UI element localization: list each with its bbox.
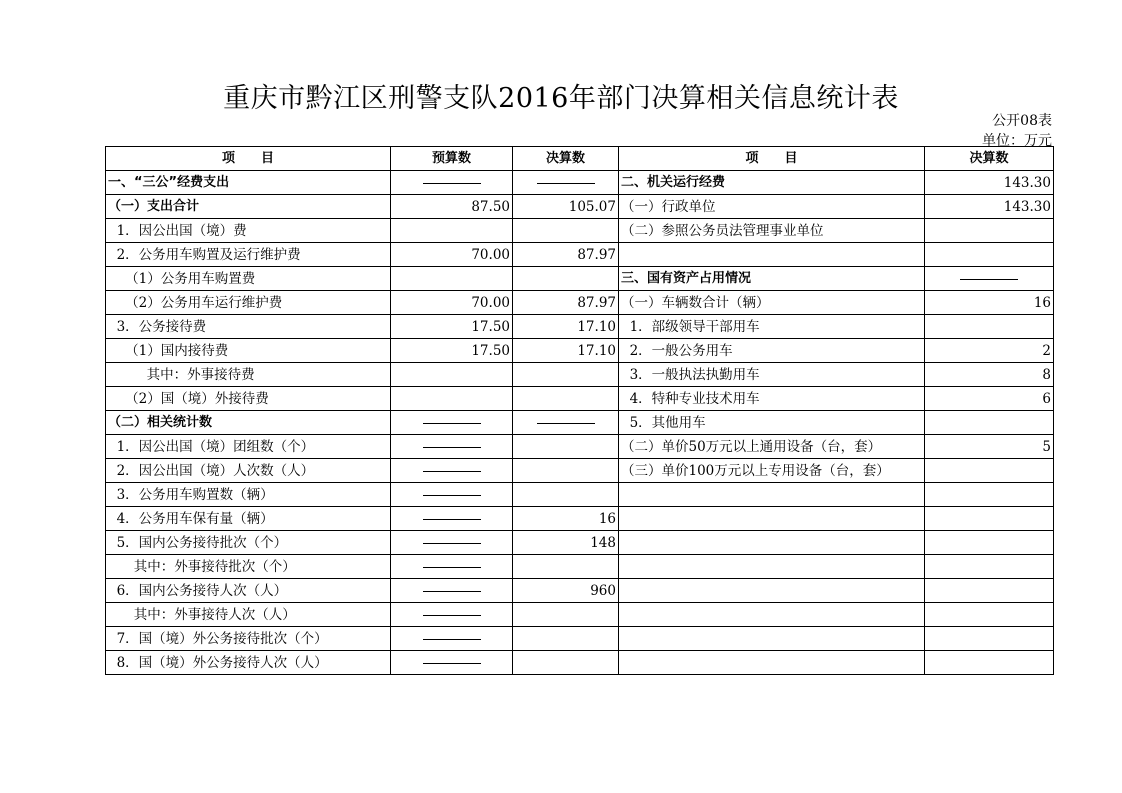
table-row (106, 243, 1054, 267)
budget-value: 70.00 (391, 243, 513, 267)
dash-placeholder (423, 447, 481, 448)
table-row (106, 291, 1054, 315)
budget-value (391, 579, 513, 603)
budget-value (391, 627, 513, 651)
table-row (106, 363, 1054, 387)
final-value (513, 483, 619, 507)
final-value: 17.10 (513, 339, 619, 363)
table-row (106, 531, 1054, 555)
row-label: 7．国（境）外公务接待批次（个） (106, 627, 391, 651)
table-row (106, 603, 1054, 627)
table-row (106, 579, 1054, 603)
table-row (106, 171, 1054, 195)
table-row (106, 411, 1054, 435)
table-row (106, 459, 1054, 483)
row-label-right: （一）行政单位 (619, 195, 925, 219)
row-label: 2．公务用车购置及运行维护费 (106, 243, 391, 267)
budget-value (391, 555, 513, 579)
final-value-right (925, 603, 1054, 627)
dash-placeholder (423, 495, 481, 496)
budget-value (391, 387, 513, 411)
table-row (106, 507, 1054, 531)
final-value-right (925, 483, 1054, 507)
row-label-right (619, 555, 925, 579)
budget-value (391, 411, 513, 435)
row-label: 一、“三公”经费支出 (106, 171, 391, 195)
final-value-right (925, 219, 1054, 243)
dash-placeholder (423, 663, 481, 664)
dash-placeholder (423, 519, 481, 520)
row-label-right: 1．部级领导干部用车 (619, 315, 925, 339)
row-label-right: 5．其他用车 (619, 411, 925, 435)
row-label: 5．国内公务接待批次（个） (106, 531, 391, 555)
row-label: 1．因公出国（境）费 (106, 219, 391, 243)
row-label-right (619, 579, 925, 603)
row-label-right: 4．特种专业技术用车 (619, 387, 925, 411)
final-value-right (925, 243, 1054, 267)
table-row (106, 627, 1054, 651)
dash-placeholder (423, 567, 481, 568)
page-title: 重庆市黔江区刑警支队2016年部门决算相关信息统计表 (223, 83, 899, 114)
table-row (106, 555, 1054, 579)
budget-value (391, 219, 513, 243)
final-value: 17.10 (513, 315, 619, 339)
final-value (513, 411, 619, 435)
unit-label: 单位：万元 (982, 133, 1052, 149)
final-value: 105.07 (513, 195, 619, 219)
row-label: 3．公务用车购置数（辆） (106, 483, 391, 507)
dash-placeholder (423, 615, 481, 616)
budget-value (391, 363, 513, 387)
row-label-right: 3．一般执法执勤用车 (619, 363, 925, 387)
budget-value (391, 603, 513, 627)
budget-value: 87.50 (391, 195, 513, 219)
final-value (513, 435, 619, 459)
row-label: 3．公务接待费 (106, 315, 391, 339)
header-final: 决算数 (513, 147, 619, 171)
budget-value (391, 171, 513, 195)
row-label: （2）公务用车运行维护费 (106, 291, 391, 315)
budget-value (391, 531, 513, 555)
budget-value (391, 483, 513, 507)
final-value-right: 16 (925, 291, 1054, 315)
table-header-row (106, 147, 1054, 171)
row-label-right: （二）单价50万元以上通用设备（台，套） (619, 435, 925, 459)
row-label-right: 三、国有资产占用情况 (619, 267, 925, 291)
row-label-right: 2．一般公务用车 (619, 339, 925, 363)
dash-placeholder (423, 471, 481, 472)
row-label-right (619, 627, 925, 651)
header-item: 项 目 (106, 147, 391, 171)
final-value-right (925, 315, 1054, 339)
row-label: 其中：外事接待批次（个） (106, 555, 391, 579)
row-label: 2．因公出国（境）人次数（人） (106, 459, 391, 483)
budget-value (391, 435, 513, 459)
row-label-right (619, 507, 925, 531)
row-label-right: （二）参照公务员法管理事业单位 (619, 219, 925, 243)
final-value-right: 8 (925, 363, 1054, 387)
statistics-table (105, 146, 1054, 675)
final-value-right: 143.30 (925, 171, 1054, 195)
row-label: 其中：外事接待人次（人） (106, 603, 391, 627)
final-value (513, 267, 619, 291)
row-label: （一）支出合计 (106, 195, 391, 219)
row-label: （1）国内接待费 (106, 339, 391, 363)
row-label: （1）公务用车购置费 (106, 267, 391, 291)
final-value (513, 603, 619, 627)
budget-value (391, 267, 513, 291)
row-label-right: （三）单价100万元以上专用设备（台，套） (619, 459, 925, 483)
final-value-right (925, 531, 1054, 555)
row-label-right (619, 603, 925, 627)
table-row (106, 219, 1054, 243)
budget-value (391, 459, 513, 483)
row-label-right (619, 483, 925, 507)
final-value-right (925, 579, 1054, 603)
budget-value: 70.00 (391, 291, 513, 315)
row-label: 6．国内公务接待人次（人） (106, 579, 391, 603)
row-label-right: 二、机关运行经费 (619, 171, 925, 195)
final-value (513, 627, 619, 651)
final-value-right (925, 459, 1054, 483)
budget-value: 17.50 (391, 339, 513, 363)
header-item-right: 项 目 (619, 147, 925, 171)
dash-placeholder (423, 183, 481, 184)
table-row (106, 267, 1054, 291)
row-label: （二）相关统计数 (106, 411, 391, 435)
final-value: 87.97 (513, 243, 619, 267)
dash-placeholder (960, 279, 1018, 280)
budget-value (391, 651, 513, 675)
final-value-right: 143.30 (925, 195, 1054, 219)
final-value-right: 2 (925, 339, 1054, 363)
dash-placeholder (423, 423, 481, 424)
final-value: 87.97 (513, 291, 619, 315)
final-value-right (925, 411, 1054, 435)
row-label-right (619, 243, 925, 267)
table-row (106, 651, 1054, 675)
final-value-right: 5 (925, 435, 1054, 459)
dash-placeholder (423, 543, 481, 544)
form-number: 公开08表 (992, 113, 1052, 129)
table-row (106, 483, 1054, 507)
table-row (106, 195, 1054, 219)
dash-placeholder (423, 639, 481, 640)
final-value: 960 (513, 579, 619, 603)
final-value (513, 219, 619, 243)
row-label: 1．因公出国（境）团组数（个） (106, 435, 391, 459)
budget-value: 17.50 (391, 315, 513, 339)
final-value-right (925, 651, 1054, 675)
final-value-right (925, 555, 1054, 579)
table-row (106, 435, 1054, 459)
dash-placeholder (537, 423, 595, 424)
final-value (513, 387, 619, 411)
table-row (106, 315, 1054, 339)
row-label-right (619, 531, 925, 555)
row-label: （2）国（境）外接待费 (106, 387, 391, 411)
row-label-right: （一）车辆数合计（辆） (619, 291, 925, 315)
table-row (106, 387, 1054, 411)
header-budget: 预算数 (391, 147, 513, 171)
row-label: 其中：外事接待费 (106, 363, 391, 387)
final-value (513, 363, 619, 387)
final-value: 16 (513, 507, 619, 531)
final-value (513, 459, 619, 483)
final-value (513, 555, 619, 579)
row-label: 4．公务用车保有量（辆） (106, 507, 391, 531)
final-value (513, 171, 619, 195)
table-row (106, 339, 1054, 363)
final-value-right (925, 267, 1054, 291)
final-value-right: 6 (925, 387, 1054, 411)
dash-placeholder (423, 591, 481, 592)
final-value-right (925, 627, 1054, 651)
budget-value (391, 507, 513, 531)
row-label-right (619, 651, 925, 675)
dash-placeholder (537, 183, 595, 184)
final-value (513, 651, 619, 675)
row-label: 8．国（境）外公务接待人次（人） (106, 651, 391, 675)
final-value-right (925, 507, 1054, 531)
header-final-right: 决算数 (925, 147, 1054, 171)
final-value: 148 (513, 531, 619, 555)
